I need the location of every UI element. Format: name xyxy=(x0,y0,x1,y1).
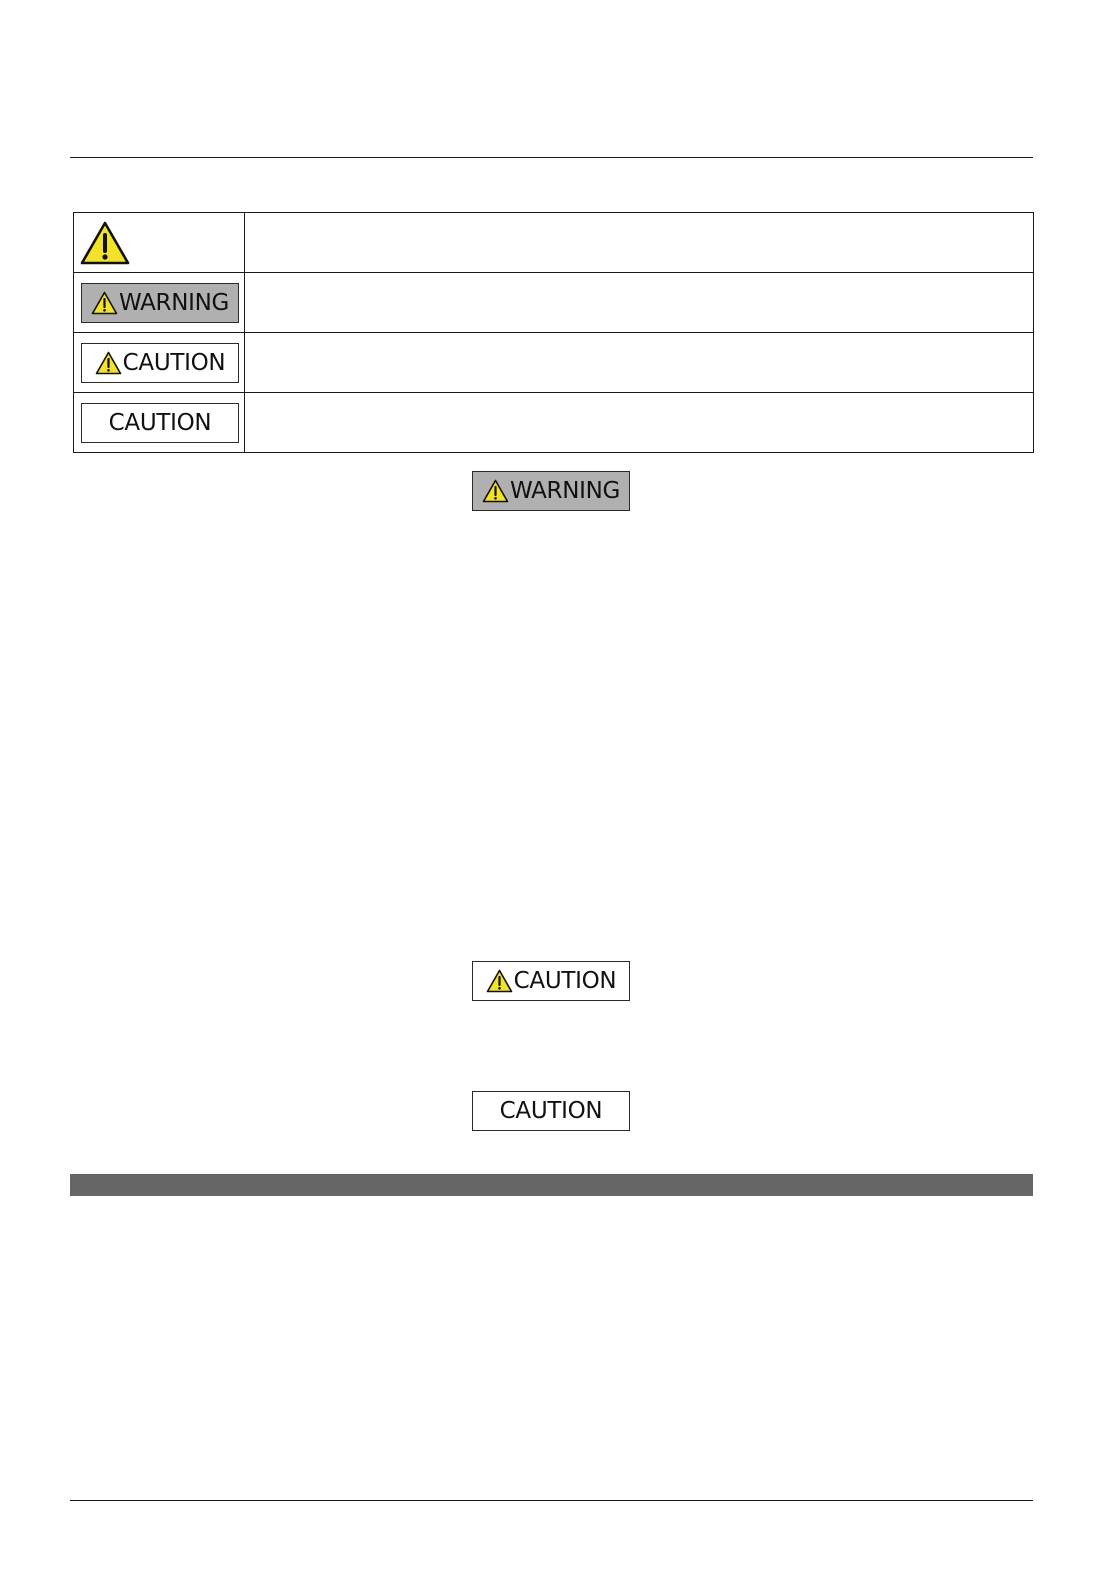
symbol-cell xyxy=(74,393,245,453)
symbol-description xyxy=(245,213,1034,273)
table-row xyxy=(74,273,1034,333)
caution-label xyxy=(81,343,239,383)
safety-symbols-table xyxy=(73,212,1034,453)
caution-label-text: CAUTION xyxy=(122,349,226,376)
symbol-cell xyxy=(74,213,245,273)
warning-label xyxy=(81,283,239,323)
symbol-cell xyxy=(74,333,245,393)
warning-triangle-icon xyxy=(91,291,118,315)
symbol-description xyxy=(245,273,1034,333)
warning-triangle-icon xyxy=(95,351,122,375)
table-row xyxy=(74,393,1034,453)
warning-triangle-icon xyxy=(80,221,130,265)
caution-label-text: CAUTION xyxy=(499,1098,603,1124)
caution-plain-label xyxy=(81,403,239,443)
warning-triangle-icon xyxy=(486,969,513,993)
table-row xyxy=(74,213,1034,273)
section-header-bar xyxy=(70,1174,1033,1196)
warning-label-text: WARNING xyxy=(509,478,621,504)
caution-label-text: CAUTION xyxy=(108,409,212,436)
caution-label-text: CAUTION xyxy=(513,968,617,994)
footer-rule xyxy=(70,1500,1033,1501)
table-row xyxy=(74,333,1034,393)
symbol-description xyxy=(245,393,1034,453)
caution-plain-label xyxy=(472,1091,630,1131)
symbol-cell xyxy=(74,273,245,333)
symbol-description xyxy=(245,333,1034,393)
warning-label-text: WARNING xyxy=(118,289,230,316)
warning-triangle-icon xyxy=(482,479,509,503)
caution-label xyxy=(472,961,630,1001)
header-rule xyxy=(70,157,1033,158)
warning-label xyxy=(472,471,630,511)
